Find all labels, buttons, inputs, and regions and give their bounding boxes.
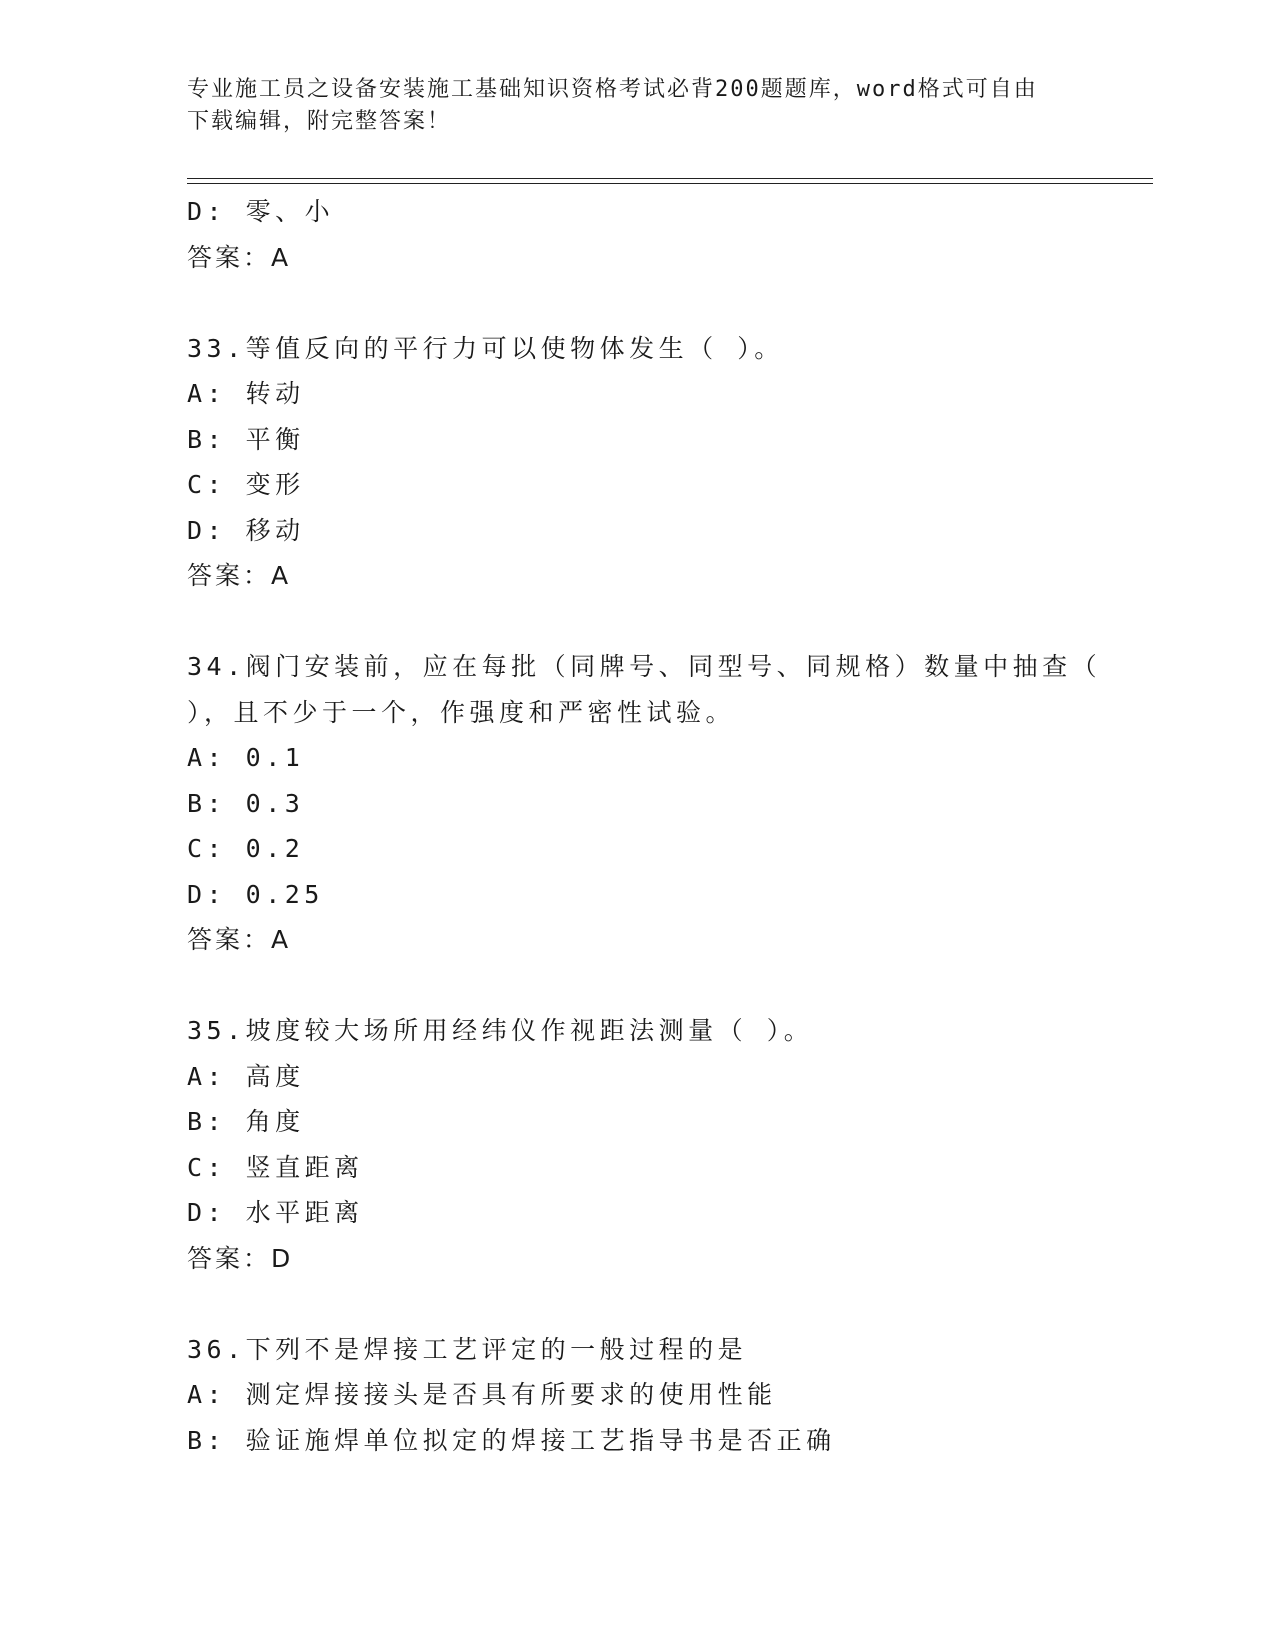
option-a: A: 转动	[187, 379, 305, 408]
option-c: C: 0.2	[187, 834, 305, 863]
answer-line: 答案：A	[187, 925, 292, 954]
answer-line: 答案：A	[187, 561, 292, 590]
answer-line: 答案：D	[187, 1243, 294, 1273]
question-stem: 36.下列不是焊接工艺评定的一般过程的是	[187, 1334, 748, 1364]
header-divider-bottom	[187, 183, 1153, 184]
option-c: C: 竖直距离	[187, 1152, 364, 1182]
question-list	[187, 189, 1102, 1463]
option-d: D: 0.25	[187, 879, 324, 909]
question-33	[187, 326, 1087, 599]
option-b: B: 平衡	[187, 424, 305, 454]
option-a: A: 测定焊接接头是否具有所要求的使用性能	[187, 1380, 777, 1409]
question-stem-line-1: 34.阀门安装前，应在每批（同牌号、同型号、同规格）数量中抽查（	[187, 652, 1102, 681]
document-header	[187, 74, 1067, 138]
option-c: C: 变形	[187, 470, 305, 499]
option-d: D: 零、小	[187, 197, 335, 226]
question-stem: 33.等值反向的平行力可以使物体发生（ ）。	[187, 333, 784, 363]
spacer	[187, 280, 1087, 326]
header-line-1: 专业施工员之设备安装施工基础知识资格考试必背200题题库，word格式可自由	[187, 77, 1038, 102]
spacer	[187, 963, 1087, 1009]
option-d: D: 移动	[187, 515, 305, 545]
option-a: A: 0.1	[187, 743, 305, 772]
question-stem: 35.坡度较大场所用经纬仪作视距法测量（ ）。	[187, 1016, 814, 1045]
option-b: B: 0.3	[187, 788, 305, 818]
option-a: A: 高度	[187, 1061, 305, 1091]
spacer	[187, 599, 1087, 645]
option-b: B: 验证施焊单位拟定的焊接工艺指导书是否正确	[187, 1425, 836, 1455]
header-line-2: 下载编辑，附完整答案！	[187, 109, 452, 134]
question-34	[187, 644, 1102, 963]
question-36	[187, 1327, 1087, 1464]
spacer	[187, 1281, 1087, 1327]
answer-line: 答案：A	[187, 242, 292, 272]
question-35	[187, 1008, 1087, 1281]
option-b: B: 角度	[187, 1107, 305, 1136]
header-divider-top	[187, 178, 1153, 179]
question-stem-line-2: ），且不少于一个，作强度和严密性试验。	[187, 697, 736, 727]
option-d: D: 水平距离	[187, 1198, 364, 1227]
